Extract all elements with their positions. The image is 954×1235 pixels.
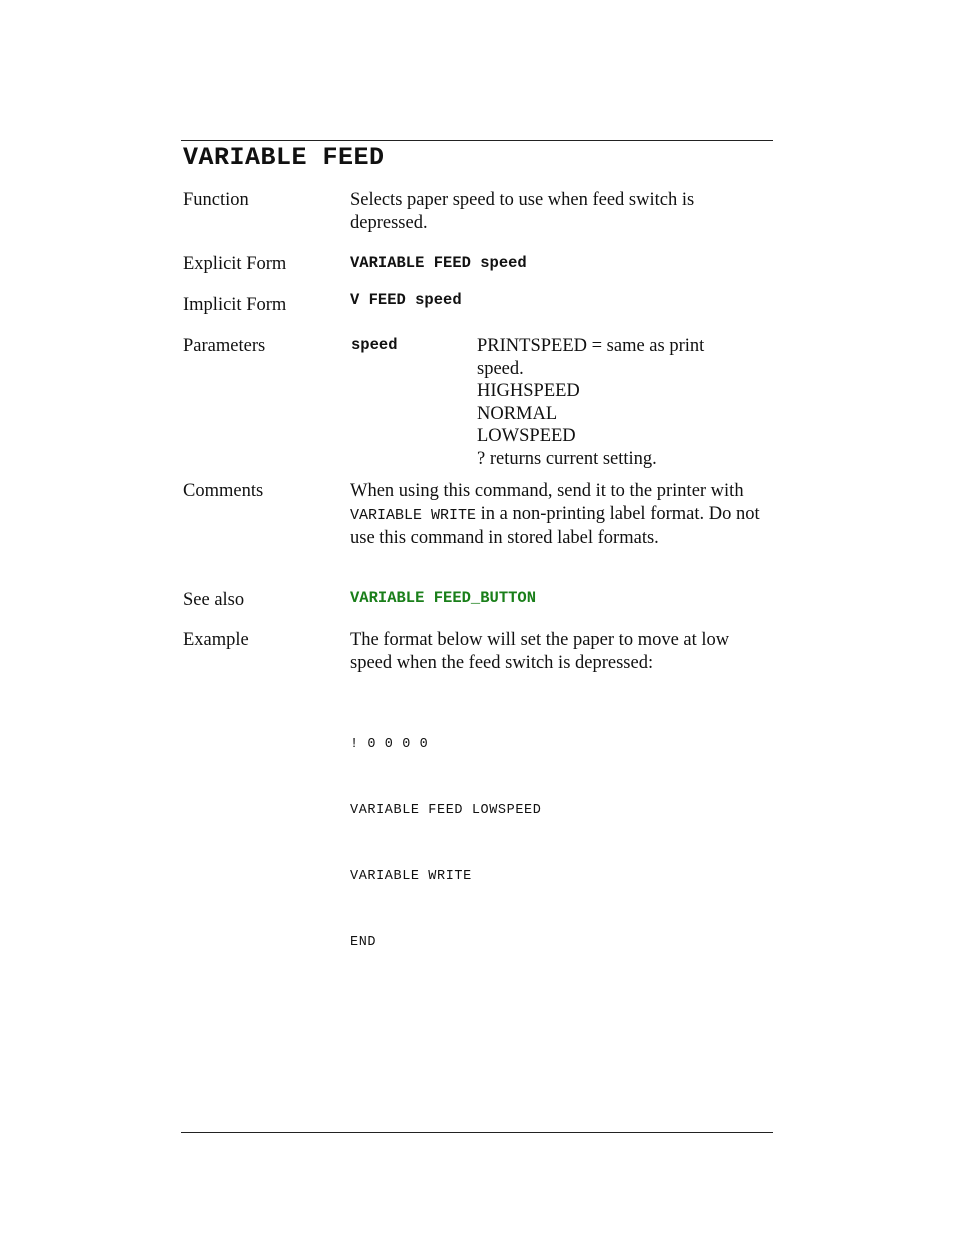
page-title: VARIABLE FEED bbox=[183, 143, 385, 172]
function-text: Selects paper speed to use when feed switch is depressed. bbox=[350, 190, 695, 233]
parameter-description bbox=[477, 335, 767, 471]
parameter-line: speed. bbox=[477, 358, 524, 379]
example-label: Example bbox=[183, 630, 249, 650]
parameter-line: HIGHSPEED bbox=[477, 381, 580, 402]
implicit-form-code: V FEED speed bbox=[350, 291, 462, 309]
parameter-line: LOWSPEED bbox=[477, 426, 576, 447]
code-line: VARIABLE FEED LOWSPEED bbox=[350, 803, 542, 818]
comments-text-before: When using this command, send it to the printer with bbox=[350, 481, 744, 501]
explicit-form-label: Explicit Form bbox=[183, 254, 287, 274]
see-also-link[interactable]: VARIABLE FEED_BUTTON bbox=[350, 589, 537, 607]
function-label: Function bbox=[183, 190, 249, 210]
code-line: END bbox=[350, 935, 377, 950]
see-also-label: See also bbox=[183, 590, 245, 610]
implicit-form-label: Implicit Form bbox=[183, 295, 287, 315]
parameters-label: Parameters bbox=[183, 336, 266, 356]
explicit-form-code: VARIABLE FEED speed bbox=[350, 254, 527, 272]
comments-text-after: in a non-printing label format. Do not use this command in stored label formats. bbox=[350, 503, 760, 549]
comments-text bbox=[350, 480, 775, 550]
code-line: ! 0 0 0 0 bbox=[350, 737, 429, 752]
parameter-line: PRINTSPEED = same as print bbox=[477, 336, 705, 356]
parameter-line: ? returns current setting. bbox=[477, 448, 657, 469]
parameter-name: speed bbox=[351, 336, 398, 354]
bottom-rule bbox=[181, 1132, 773, 1133]
comments-label: Comments bbox=[183, 481, 264, 501]
parameter-line: NORMAL bbox=[477, 403, 558, 424]
example-code-block bbox=[350, 690, 541, 976]
example-text: The format below will set the paper to move at low speed when the feed switch is depressed: bbox=[350, 630, 730, 673]
top-rule bbox=[181, 140, 773, 141]
comments-inline-code: VARIABLE WRITE bbox=[350, 506, 477, 524]
code-line: VARIABLE WRITE bbox=[350, 869, 472, 884]
